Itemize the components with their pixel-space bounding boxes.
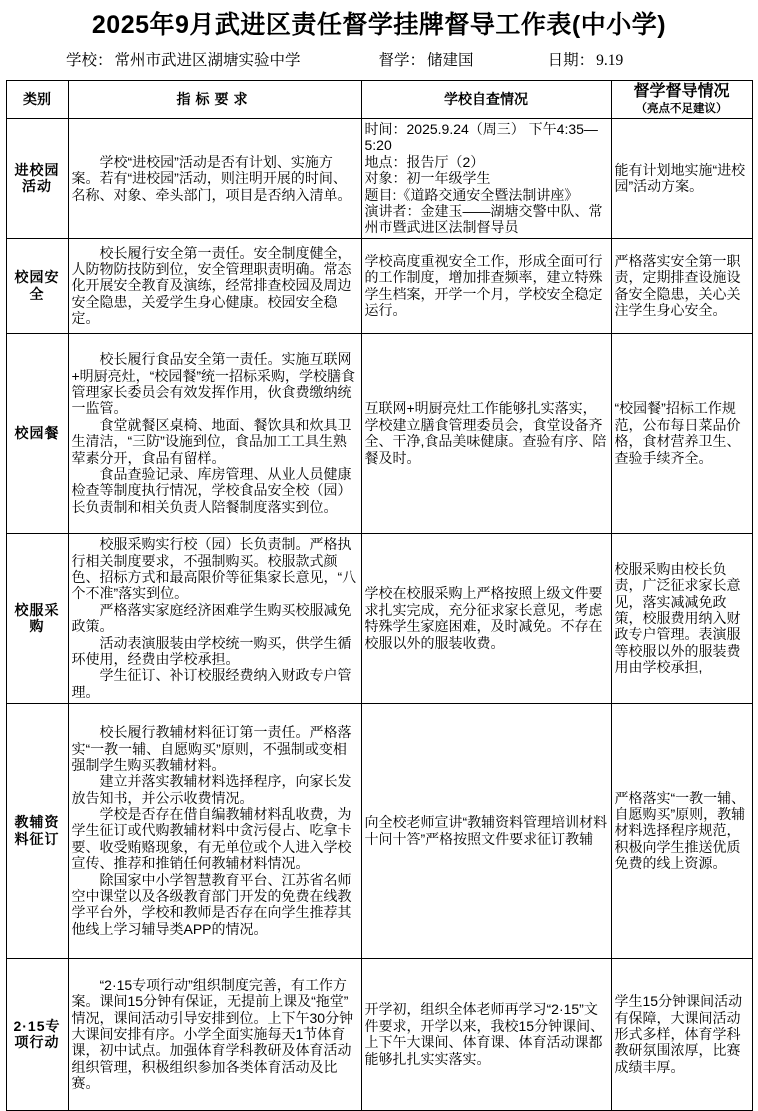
row-self-check-paragraph: 对象：初一年级学生 xyxy=(364,170,491,187)
document-page xyxy=(0,6,758,1105)
row-self-check-paragraph: 地点：报告厅（2） xyxy=(364,153,485,170)
row-self-check-paragraph: 学校在校服采购上严格按照上级文件要求扎实完成，充分征求家长意见，考虑特殊学生家庭困难，及时减免。不存在校服以外的服装收费。 xyxy=(364,585,603,651)
row-category xyxy=(6,119,68,239)
table-header-row xyxy=(6,80,752,118)
table-body xyxy=(6,119,752,1111)
row-requirement xyxy=(68,703,361,958)
row-self-check-paragraph: 时间：2025.9.24（周三） 下午4:35—5:20 xyxy=(364,121,598,154)
row-supervision-paragraph: 校服采购由校长负责，广泛征求家长意见，落实减减免政策，校服费用纳入财政专户管理。表演服等校服以外的服装费用由学校承担, xyxy=(614,560,741,676)
row-supervision xyxy=(611,958,752,1110)
row-self-check xyxy=(361,533,611,703)
row-requirement-paragraph: 活动表演服装由学校统一购买，供学生循环使用，经费由学校承担。 xyxy=(71,634,352,667)
meta-inspector-label: 督学： xyxy=(378,52,426,70)
table-row xyxy=(6,238,752,333)
header-supervision-main: 督学督导情况 xyxy=(633,82,730,100)
row-requirement-paragraph: 学校“进校园”活动是否有计划、实施方案。若有“进校园”活动，则注明开展的时间、名称、对象、牵头部门，项目是否纳入清单。 xyxy=(71,153,352,203)
row-self-check-paragraph: 互联网+明厨亮灶工作能够扎实落实，学校建立膳食管理委员会，食堂设备齐全、干净,食品美味健康。查验有序、陪餐及时。 xyxy=(364,400,607,466)
table-header xyxy=(6,80,752,118)
row-requirement-paragraph: 食品查验记录、库房管理、从业人员健康检查等制度执行情况，学校食品安全校（园）长负责制和相关负责人陪餐制度落实到位。 xyxy=(71,465,352,515)
meta-date-label: 日期： xyxy=(547,52,595,70)
row-category-label: 校园安全 xyxy=(14,269,60,302)
row-self-check xyxy=(361,703,611,958)
row-supervision-paragraph: 能有计划地实施“进校园”活动方案。 xyxy=(614,161,746,195)
row-supervision-paragraph: 学生15分钟课间活动有保障，大课间活动形式多样，体育学科教研氛围浓厚，比赛成绩丰厚。 xyxy=(614,993,743,1075)
row-supervision-paragraph: 严格落实安全第一职责，定期排查设施设备安全隐患，关心关注学生身心安全。 xyxy=(614,252,741,319)
row-self-check xyxy=(361,958,611,1110)
row-requirement-paragraph: 除国家中小学智慧教育平台、江苏省名师空中课堂以及各级教育部门开发的免费在线教学平台外，学校和教师是否存在向学生推荐其他线上学习辅导类APP的情况。 xyxy=(71,871,352,937)
header-supervision xyxy=(611,80,752,118)
row-requirement-paragraph: 校长履行安全第一责任。安全制度健全，人防物防技防到位，安全管理职责明确。常态化开展安全教育及演练，经常排查校园及周边安全隐患，关爱学生身心健康。校园安全稳定。 xyxy=(71,244,352,327)
row-supervision xyxy=(611,333,752,533)
row-supervision xyxy=(611,238,752,333)
meta-inspector xyxy=(379,52,474,71)
row-requirement xyxy=(68,119,361,239)
document-meta xyxy=(0,43,758,80)
header-requirement: 指标要求 xyxy=(68,80,361,118)
row-category-label: 教辅资料征订 xyxy=(14,814,60,847)
meta-school xyxy=(66,52,301,71)
table-row xyxy=(6,958,752,1110)
row-supervision-paragraph: “校园餐”招标工作规范，公布每日菜品价格，食材营养卫生、查验手续齐全。 xyxy=(614,400,741,466)
row-self-check-paragraph: 演讲者：金建玉——湖塘交警中队、常州市暨武进区法制督导员 xyxy=(364,202,603,236)
row-self-check-paragraph: 向全校老师宣讲“教辅资料管理培训材料十问十答”严格按照文件要求征订教辅 xyxy=(364,814,608,847)
row-self-check-paragraph: 开学初，组织全体老师再学习“2·15”文件要求，开学以来，我校15分钟课间、上下午大课间、体育课、体育活动课都能够扎扎实实落实。 xyxy=(364,1001,605,1067)
row-self-check xyxy=(361,333,611,533)
table-row xyxy=(6,703,752,958)
row-category xyxy=(6,238,68,333)
table-row xyxy=(6,333,752,533)
row-category xyxy=(6,333,68,533)
row-requirement-paragraph: 学生征订、补订校服经费纳入财政专户管理。 xyxy=(71,667,352,700)
table-row xyxy=(6,119,752,239)
row-requirement-paragraph: 建立并落实教辅材料选择程序，向家长发放告知书，并公示收费情况。 xyxy=(71,773,352,806)
supervision-table xyxy=(6,80,753,1111)
row-requirement xyxy=(68,958,361,1110)
meta-date xyxy=(548,52,624,71)
meta-school-value: 常州市武进区湖塘实验中学 xyxy=(114,52,301,70)
row-supervision xyxy=(611,533,752,703)
row-requirement-paragraph: 校长履行食品安全第一责任。实施互联网+明厨亮灶，“校园餐”统一招标采购，学校膳食管理家长委员会有效发挥作用，伙食费缴纳统一监管。 xyxy=(71,351,355,417)
row-requirement xyxy=(68,533,361,703)
row-supervision xyxy=(611,703,752,958)
header-category: 类别 xyxy=(6,80,68,118)
row-supervision-paragraph: 严格落实“一教一辅、自愿购买”原则，教辅材料选择程序规范，积极向学生推送优质免费的线上资源。 xyxy=(614,789,746,872)
row-requirement-paragraph: 食堂就餐区桌椅、地面、餐饮具和炊具卫生清洁，“三防”设施到位，食品加工工具生熟荤素分开，食品有留样。 xyxy=(71,416,352,466)
table-row xyxy=(6,533,752,703)
page-title: 2025年9月武进区责任督学挂牌督导工作表(中小学) xyxy=(91,11,667,39)
row-category xyxy=(6,958,68,1110)
header-supervision-sub: （亮点不足建议） xyxy=(635,102,728,115)
row-requirement xyxy=(68,333,361,533)
row-category-label: 进校园活动 xyxy=(14,161,60,195)
row-requirement-paragraph: 校服采购实行校（园）长负责制。严格执行相关制度要求，不强制购买。校服款式颜色、招标方式和最高限价等征集家长意见，“八个不准”落实到位。 xyxy=(71,536,357,602)
meta-inspector-value: 储建国 xyxy=(427,52,474,70)
row-category-label: 校园餐 xyxy=(14,424,60,441)
row-requirement-paragraph: “2·15专项行动”组织制度完善，有工作方案。课间15分钟有保证，无提前上课及“拖堂”情况，课间活动引导安排到位。上下午30分钟大课间安排有序。小学全面实施每天1节体育课，初中试点。加强体育学科教研及体育活动组织管理，积极组织参加各类体育活动及比赛。 xyxy=(71,976,354,1092)
meta-date-value: 9.19 xyxy=(596,52,624,70)
row-category xyxy=(6,703,68,958)
row-self-check-paragraph: 题目:《道路交通安全暨法制讲座》 xyxy=(364,186,579,203)
row-requirement-paragraph: 校长履行教辅材料征订第一责任。严格落实“一教一辅、自愿购买”原则，不强制或变相强制学生购买教辅材料。 xyxy=(71,724,352,773)
row-self-check xyxy=(361,238,611,333)
row-self-check-paragraph: 学校高度重视安全工作，形成全面可行的工作制度，增加排查频率，建立特殊学生档案，开学一个月，学校安全稳定运行。 xyxy=(364,252,603,319)
row-requirement-paragraph: 严格落实家庭经济困难学生购买校服减免政策。 xyxy=(71,601,352,635)
row-requirement xyxy=(68,238,361,333)
row-supervision xyxy=(611,119,752,239)
row-category xyxy=(6,533,68,703)
row-category-label: 2·15专项行动 xyxy=(13,1017,61,1051)
meta-school-label: 学校： xyxy=(66,52,113,70)
row-requirement-paragraph: 学校是否存在借自编教辅材料乱收费，为学生征订或代购教辅材料中贪污侵占、吃拿卡要、收受贿赂现象，有无单位或个人进入学校宣传、推荐和推销任何教辅材料情况。 xyxy=(71,806,352,872)
header-self-check: 学校自查情况 xyxy=(361,80,611,118)
row-self-check xyxy=(361,119,611,239)
row-category-label: 校服采购 xyxy=(14,601,60,635)
